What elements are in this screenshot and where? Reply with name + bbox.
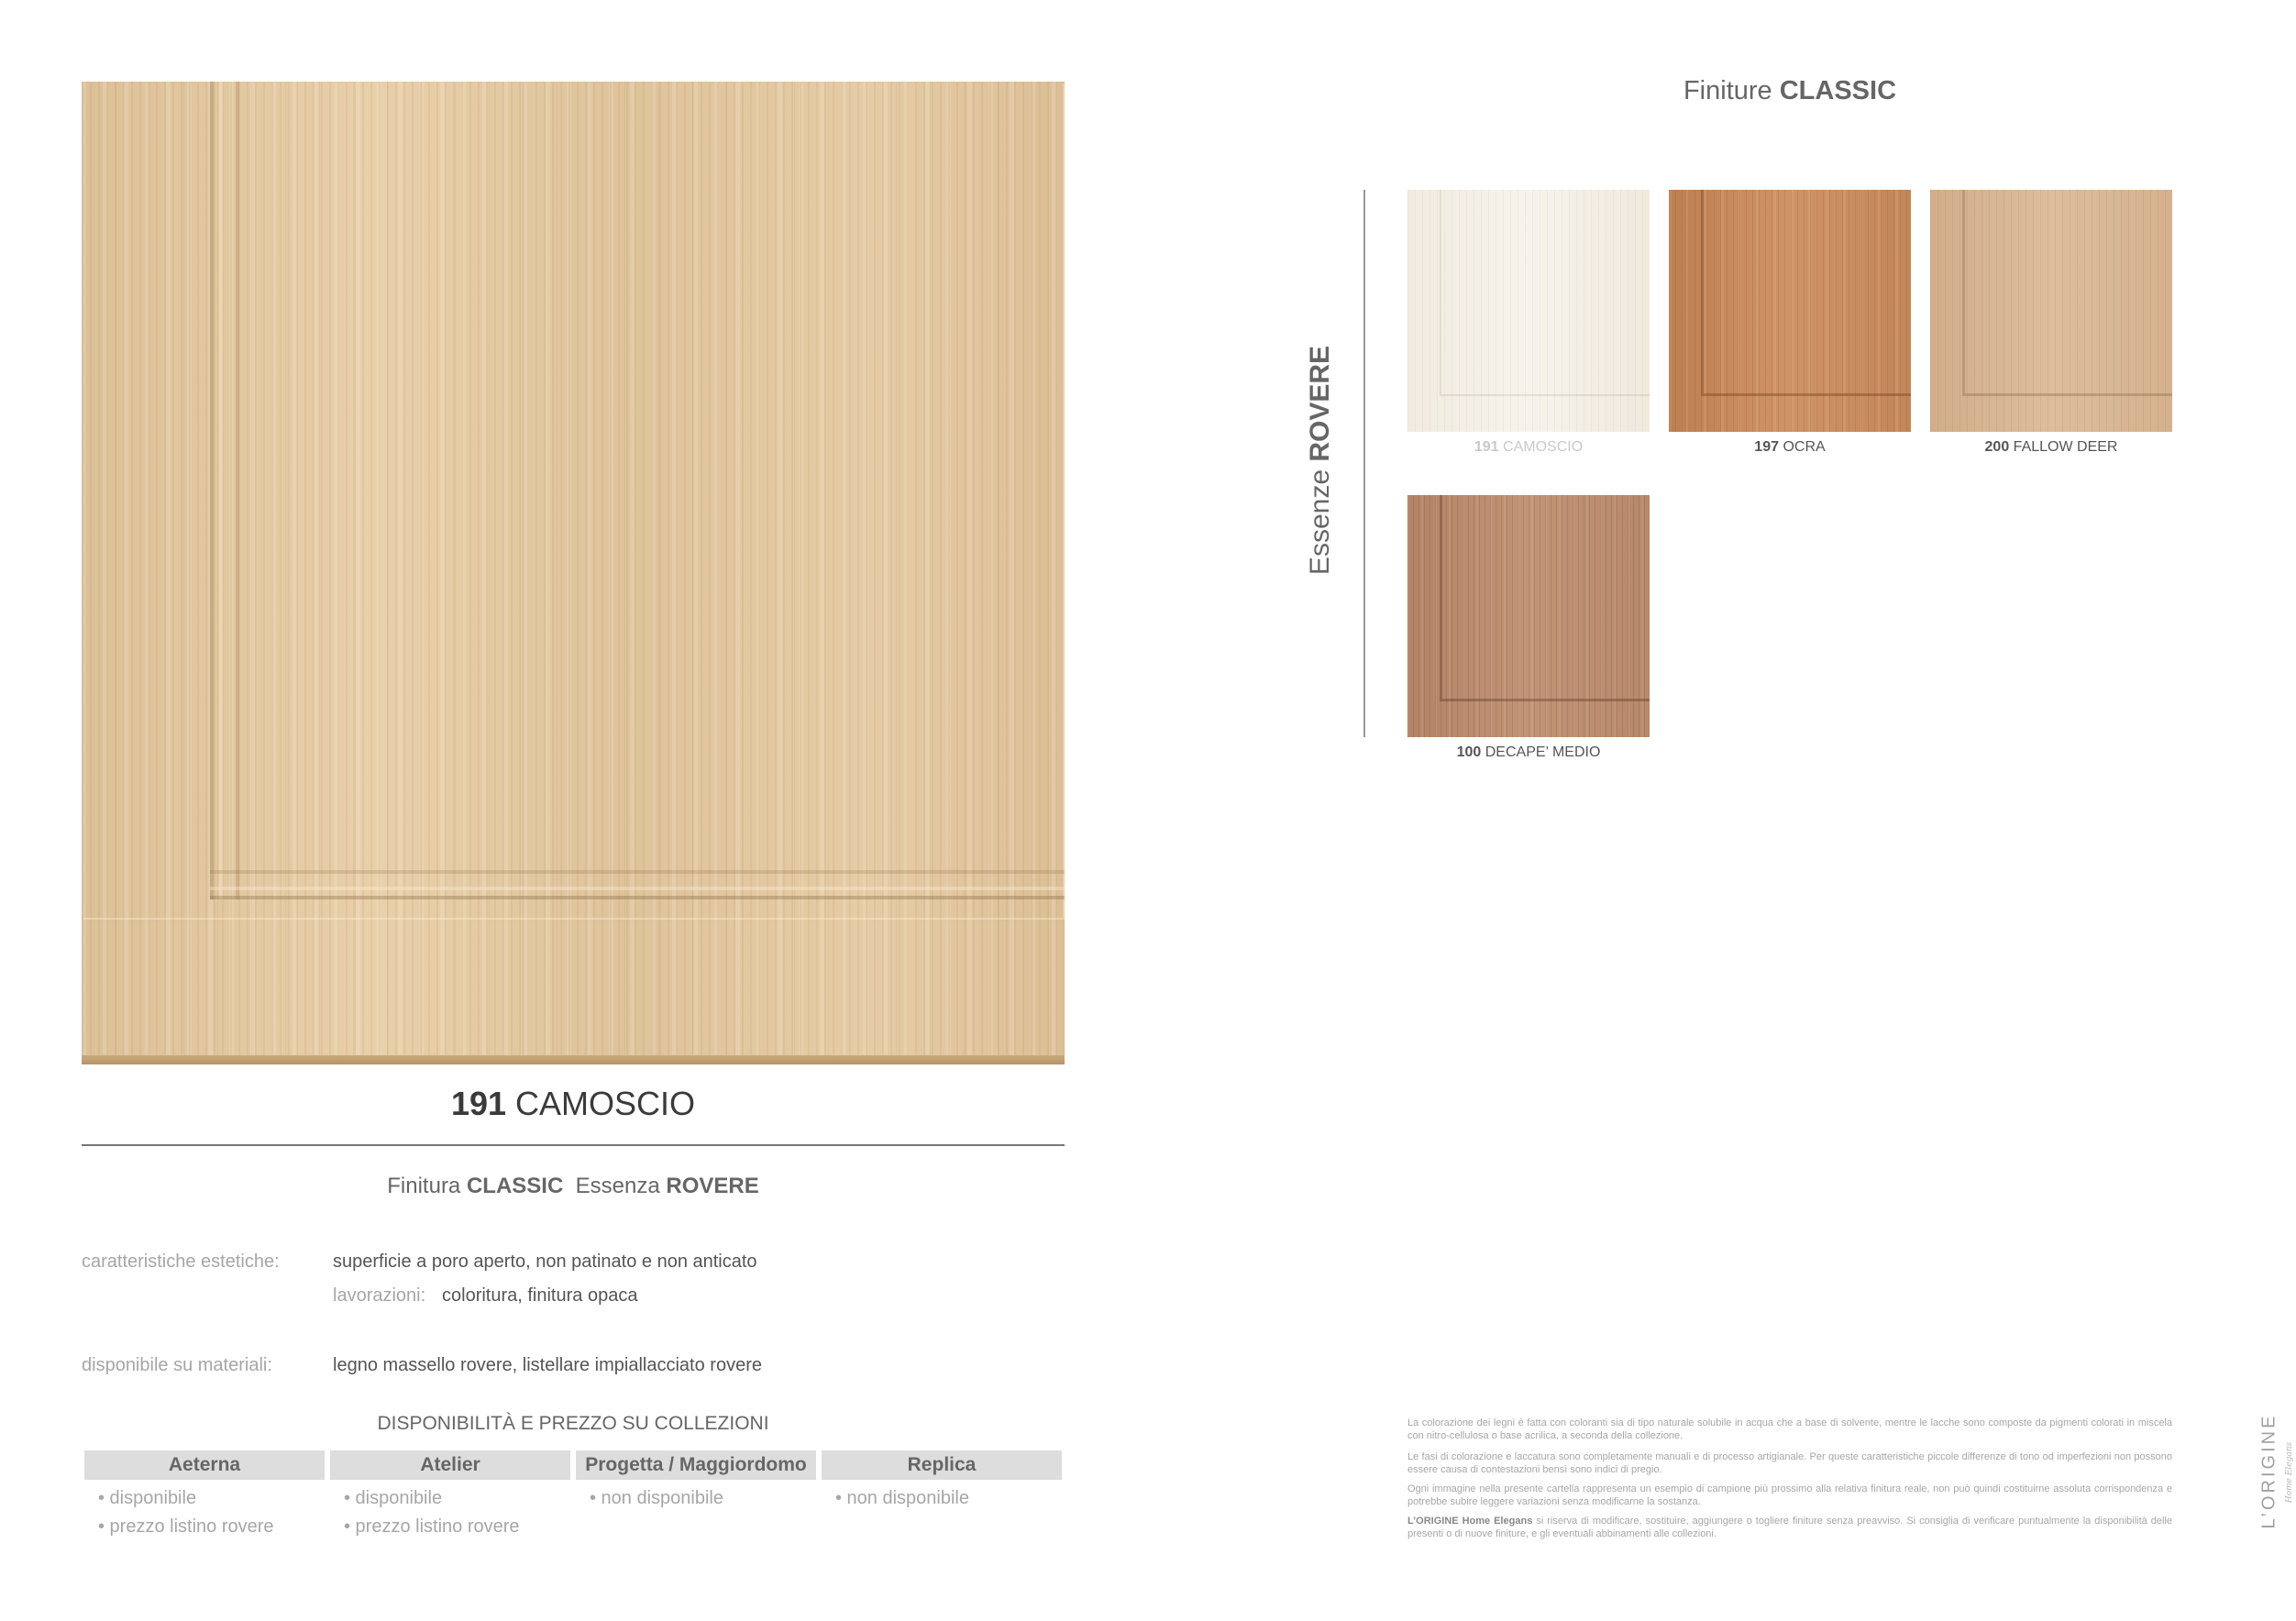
swatch-191-image[interactable] — [1407, 190, 1650, 432]
disclaimer-paragraph-1: La colorazione dei legni è fatta con coloranti sia di tipo naturale solubile in acqua che a base di solvente, mentre le lacche sono composte da pigmenti colorati in miscela con nitro-cellulosa o base acrilica, a seconda della collezione. — [1407, 1417, 2172, 1441]
processing-value: coloritura, finitura opaca — [442, 1285, 638, 1306]
main-swatch-title — [82, 1085, 1065, 1123]
collection-header-progetta: Progetta / Maggiordomo — [576, 1450, 816, 1480]
swatch-197-name: OCRA — [1783, 439, 1826, 455]
swatch-100-name: DECAPE’ MEDIO — [1485, 744, 1601, 760]
disclaimer-paragraph-3: Ogni immagine nella presente cartella rappresenta un esempio di campione più prossimo alla relativa finitura reale, non può quindi costituirne assoluta corrispondenza e potrebbe subire leggere variazioni senza modificarne la sostanza. — [1407, 1483, 2172, 1507]
collections-title: DISPONIBILITÀ E PREZZO SU COLLEZIONI — [377, 1413, 769, 1434]
swatch-191-panel-edge — [1440, 190, 1650, 396]
swatch-200-image[interactable] — [1930, 190, 2172, 432]
disclaimer-paragraph-2: Le fasi di colorazione e laccatura sono completamente manuali e di processo artigianale. Per queste caratteristiche piccole differenze di tono od imperfezioni non possono essere causa di contestazioni bensì sono indici di pregio. — [1407, 1451, 2172, 1475]
panel-edge-vertical — [210, 82, 214, 899]
swatch-200-label — [1930, 439, 2172, 456]
disclaimer-paragraph-4-text: si riserva di modificare, sostituire, aggiungere o togliere finiture senza preavviso. Si consiglia di verificare puntualmente la disponibilità delle presenti o di nuove finiture, e gli eventuali abbinamenti alle collezioni. — [1407, 1516, 2172, 1539]
swatch-191-name: CAMOSCIO — [1503, 439, 1584, 455]
collection-header-aeterna: Aeterna — [84, 1450, 325, 1480]
swatch-191-label — [1407, 439, 1650, 456]
finish-value: CLASSIC — [466, 1174, 564, 1198]
title-divider — [82, 1144, 1065, 1146]
finishes-heading-prefix: Finiture — [1683, 76, 1772, 105]
atelier-price: • prezzo listino rovere — [344, 1516, 520, 1537]
essence-side-prefix: Essenze — [1305, 469, 1335, 576]
replica-availability: • non disponibile — [835, 1488, 969, 1508]
aeterna-availability: • disponibile — [98, 1488, 197, 1508]
collection-header-atelier: Atelier — [330, 1450, 570, 1480]
swatch-100-code: 100 — [1456, 744, 1482, 760]
swatch-191-code: 191 — [1474, 439, 1499, 455]
processing-label: lavorazioni: — [333, 1285, 426, 1306]
swatch-200-panel-edge — [1962, 190, 2172, 396]
swatch-197-label — [1669, 439, 1911, 456]
swatch-197-panel-edge — [1701, 190, 1911, 396]
swatch-100-label — [1407, 744, 1650, 761]
brand-tagline: Home Elegans — [2285, 1441, 2294, 1504]
atelier-availability: • disponibile — [344, 1488, 443, 1508]
finishes-heading-bold: CLASSIC — [1779, 76, 1897, 105]
finish-label: Finitura — [387, 1174, 461, 1198]
aesthetic-value: superficie a poro aperto, non patinato e non anticato — [333, 1252, 757, 1272]
swatch-100-image[interactable] — [1407, 495, 1650, 737]
panel-inner-frame — [82, 82, 1063, 918]
finishes-heading — [1407, 76, 2172, 106]
essence-value: ROVERE — [666, 1174, 759, 1198]
aeterna-price: • prezzo listino rovere — [98, 1516, 274, 1537]
panel-shadow-bottom — [82, 1055, 1065, 1064]
swatch-200-name: FALLOW DEER — [2013, 439, 2118, 455]
side-divider-line — [1363, 190, 1365, 737]
progetta-availability: • non disponibile — [590, 1488, 723, 1508]
materials-value: legno massello rovere, listellare impiallacciato rovere — [333, 1355, 762, 1375]
collection-header-replica: Replica — [822, 1450, 1062, 1480]
panel-edge-horizontal — [210, 896, 1065, 899]
brand-logo-name: L’ORIGINE — [2258, 1413, 2279, 1529]
materials-label: disponibile su materiali: — [82, 1355, 272, 1375]
swatch-100-panel-edge — [1440, 495, 1650, 701]
swatch-200-code: 200 — [1984, 439, 2010, 455]
essence-side-bold: ROVERE — [1305, 345, 1335, 462]
disclaimer-brand: L’ORIGINE Home Elegans — [1407, 1516, 1533, 1527]
disclaimer-paragraph-4 — [1407, 1515, 2172, 1540]
swatch-197-code: 197 — [1754, 439, 1779, 455]
main-swatch-name: CAMOSCIO — [515, 1085, 696, 1122]
main-swatch-image — [82, 82, 1065, 1064]
essence-label: Essenza — [575, 1174, 660, 1198]
finish-essence-subtitle — [82, 1174, 1065, 1199]
aesthetic-label: caratteristiche estetiche: — [82, 1252, 280, 1272]
main-swatch-code: 191 — [450, 1085, 507, 1122]
swatch-197-image[interactable] — [1669, 190, 1911, 432]
